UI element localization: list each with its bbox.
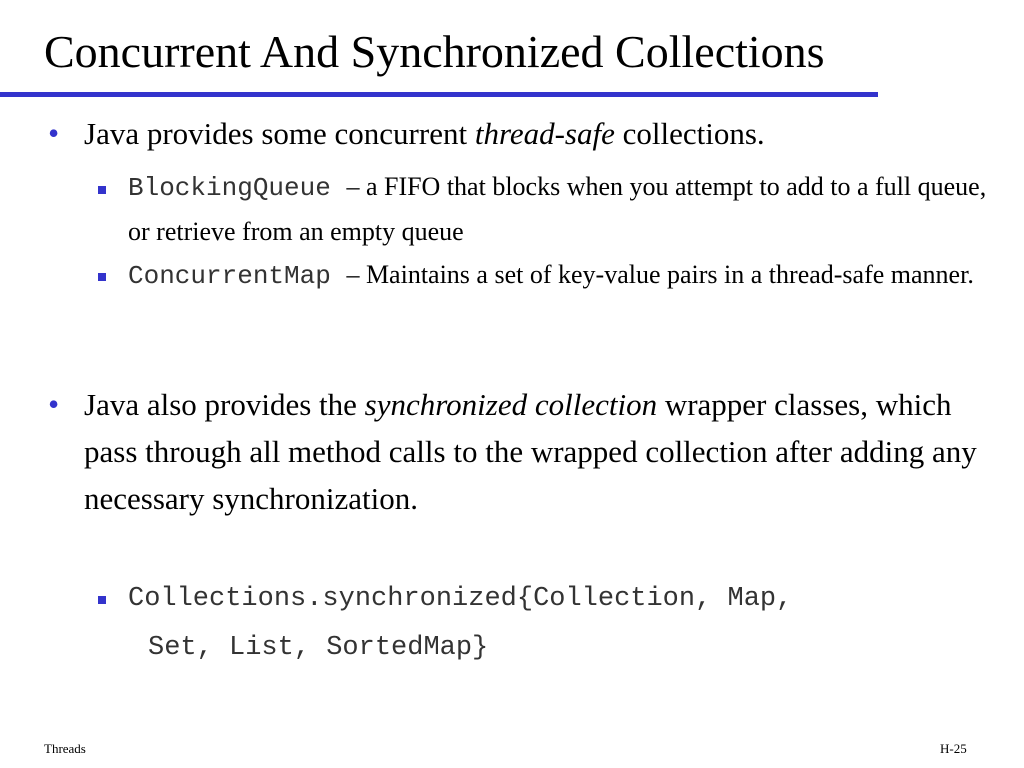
- slide-title: Concurrent And Synchronized Collections: [44, 26, 825, 77]
- code-line: Collections.synchronized{Collection, Map,: [128, 584, 793, 614]
- code-text: ConcurrentMap: [128, 261, 347, 291]
- sub-bullet-marker: [98, 186, 106, 194]
- bullet-text-start: Java also provides the: [84, 387, 365, 422]
- code-line: Set, List, SortedMap}: [148, 633, 489, 663]
- sub-bullet-description: – Maintains a set of key-value pairs in a thread-safe manner.: [346, 260, 974, 289]
- bullet-text-italic: synchronized collection: [364, 387, 658, 422]
- bullet-marker: •: [48, 386, 60, 422]
- title-underline: [0, 92, 878, 97]
- bullet-text-end: collections.: [614, 116, 765, 151]
- bullet-text-end: wrapper classes, which pass through all method calls to the wrapped collection after adding any necessary synchronization.: [84, 387, 977, 516]
- sub-bullet-marker: [98, 596, 106, 604]
- code-text: BlockingQueue: [128, 173, 347, 203]
- footer-left: Threads: [44, 741, 86, 756]
- bullet-text: [84, 381, 984, 522]
- sub-bullet-text: [128, 165, 988, 253]
- bullet-text-italic: thread-safe: [474, 116, 615, 151]
- bullet-marker: •: [48, 115, 60, 151]
- sub-bullet-text: [128, 253, 988, 298]
- sub-bullet-marker: [98, 273, 106, 281]
- sub-bullet-description: – a FIFO that blocks when you attempt to add to a full queue, or retrieve from an empty queue: [128, 172, 987, 246]
- bullet-text-start: Java provides some concurrent: [84, 116, 475, 151]
- bullet-text: [84, 110, 984, 157]
- page-number: H-25: [940, 741, 967, 756]
